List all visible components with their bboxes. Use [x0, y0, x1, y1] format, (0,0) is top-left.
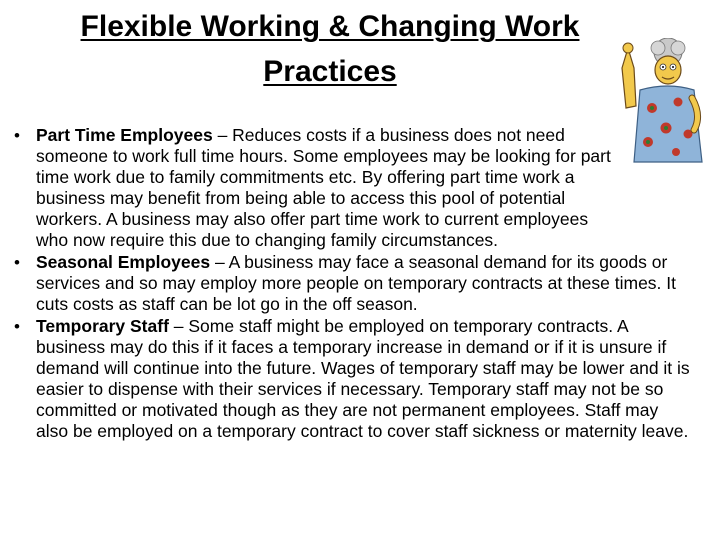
bullet-dot-icon: •: [14, 253, 20, 272]
bullet-term: Temporary Staff: [36, 316, 169, 336]
slide-title: Flexible Working & Changing Work Practices: [80, 10, 580, 88]
bullet-dot-icon: •: [14, 317, 20, 336]
bullet-part-time: [14, 125, 694, 251]
bullet-list: [14, 125, 694, 443]
bullet-seasonal: [14, 252, 694, 315]
bullet-text: – Reduces costs if a business does not need someone to work full time hours. Some employees may be looking for part time work due to family commitments etc. By offering part time work a business may benefit from being able to access this pool of potential workers. A business may also offer part time work to current employees who now require this due to changing family circumstances.: [36, 125, 611, 250]
bullet-term: Part Time Employees: [36, 125, 213, 145]
bullet-text: – A business may face a seasonal demand for its goods or services and so may employ more people on temporary contracts at these times. It cuts costs as staff can be lot go in the off season.: [36, 252, 677, 314]
bullet-dot-icon: •: [14, 126, 20, 145]
bullet-text: – Some staff might be employed on temporary contracts. A business may do this if it faces a temporary increase in demand or if it is unsure if demand will continue into the future. Wages of temporary staff may be lower and it is easier to dispense with their services if necessary. Temporary staff may not be so committed or motivated though as they are not permanent employees. Staff may also be employed on a temporary contract to cover staff sickness or maternity leave.: [36, 316, 690, 441]
bullet-term: Seasonal Employees: [36, 252, 211, 272]
bullet-temporary: [14, 316, 694, 442]
